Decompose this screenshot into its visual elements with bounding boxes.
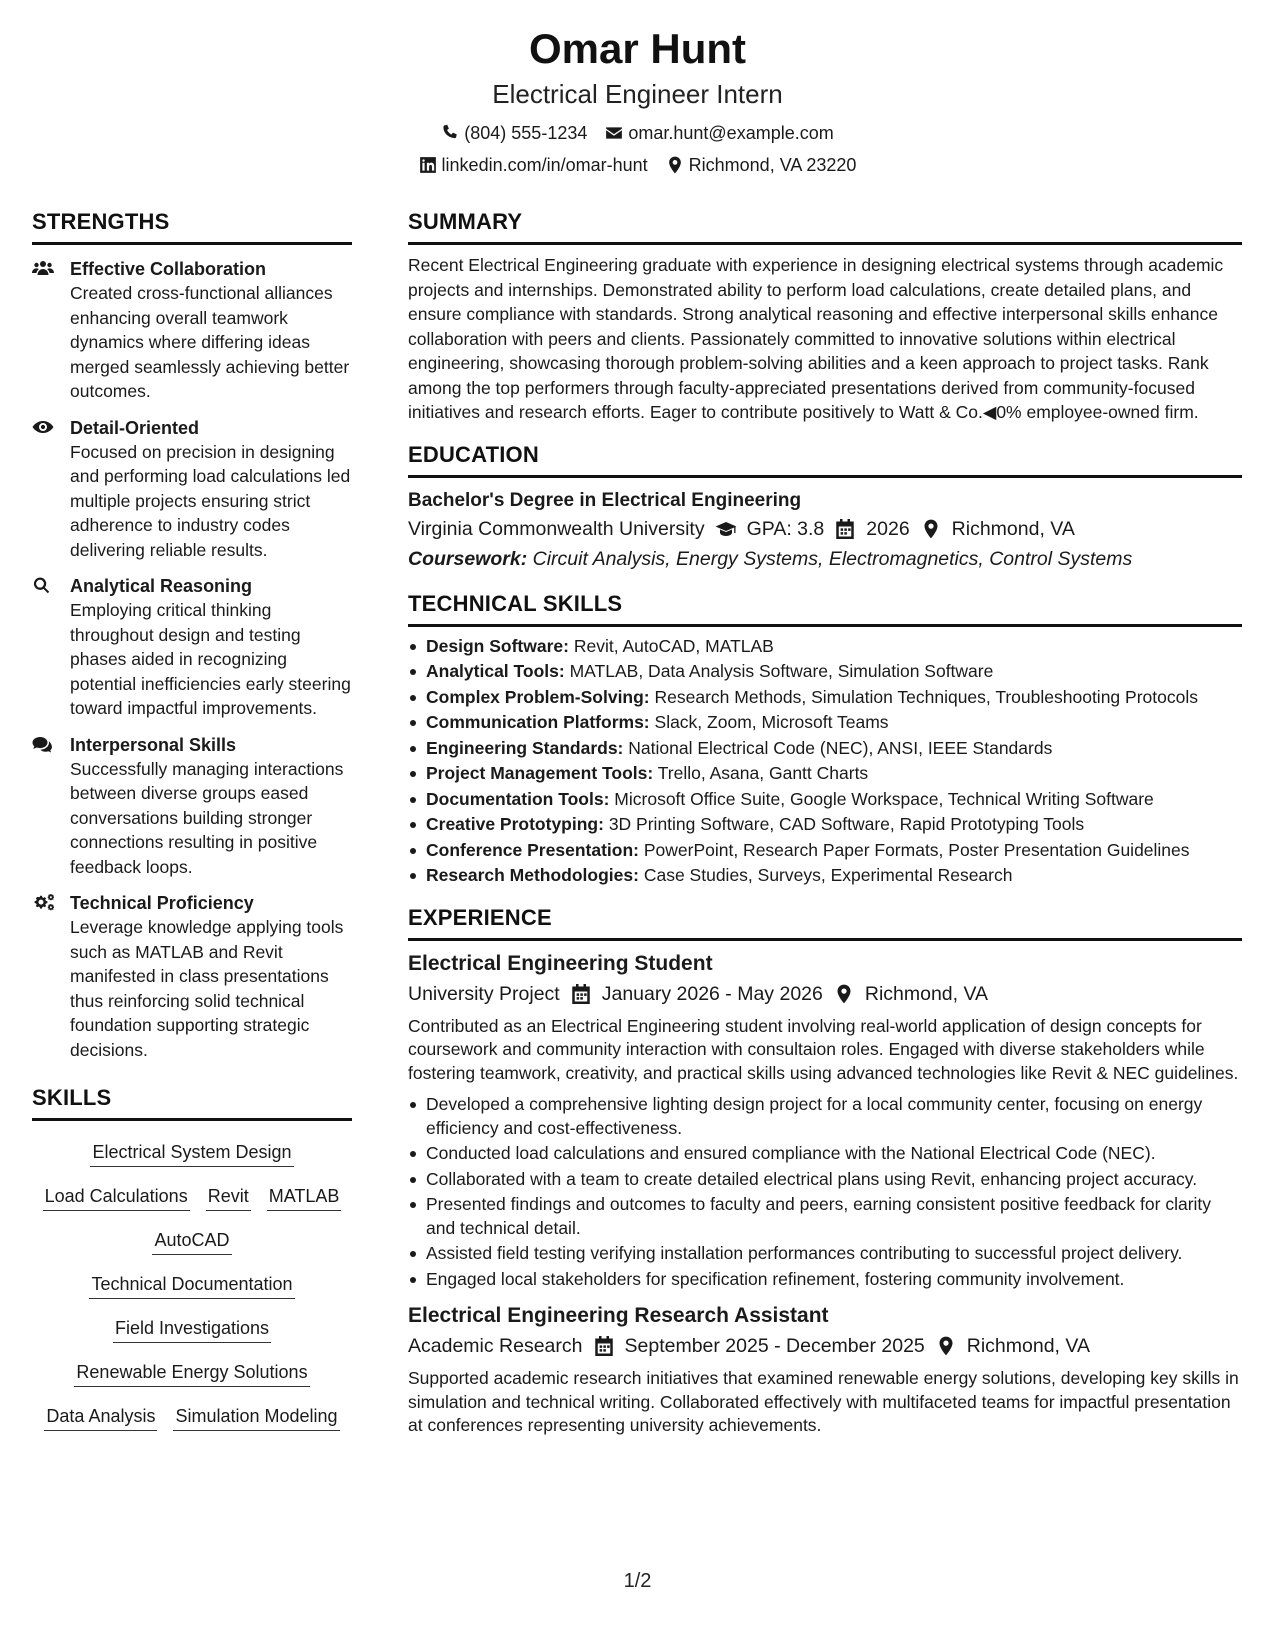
location-text: Richmond, VA 23220	[688, 155, 857, 175]
list-item: Collaborated with a team to create detailed electrical plans using Revit, enhancing project accuracy.	[408, 1168, 1242, 1192]
experience-heading: EXPERIENCE	[408, 904, 1242, 941]
list-item: Assisted field testing verifying installation performances contributing to successful project delivery.	[408, 1242, 1242, 1266]
candidate-title: Electrical Engineer Intern	[492, 79, 783, 109]
contact-row-2	[0, 150, 1275, 180]
education-heading: EDUCATION	[408, 441, 1242, 478]
skill-label: Project Management Tools:	[426, 763, 654, 783]
gpa-text: GPA: 3.8	[746, 517, 825, 540]
skill-value: Revit, AutoCAD, MATLAB	[573, 635, 774, 656]
technical-skills-heading: TECHNICAL SKILLS	[408, 590, 1242, 627]
strength-item	[32, 733, 352, 880]
skill-value: PowerPoint, Research Paper Formats, Poster Presentation Guidelines	[643, 839, 1190, 860]
map-pin-icon	[666, 156, 684, 174]
job-dates: January 2026 - May 2026	[601, 982, 823, 1005]
skill-label: Documentation Tools:	[426, 788, 610, 809]
skill-value: Slack, Zoom, Microsoft Teams	[654, 712, 889, 732]
coursework-list: Circuit Analysis, Energy Systems, Electromagnetics, Control Systems	[532, 547, 1133, 570]
map-pin-icon	[920, 518, 942, 540]
job-dates: September 2025 - December 2025	[624, 1335, 925, 1357]
strength-body	[70, 574, 352, 721]
strength-title: Effective Collaboration	[70, 259, 267, 279]
job-org: Academic Research	[408, 1335, 583, 1357]
strength-title: Technical Proficiency	[70, 893, 254, 913]
strength-item	[32, 416, 352, 563]
strength-body	[70, 733, 352, 880]
skill-label: Communication Platforms:	[426, 712, 650, 732]
strength-body	[70, 416, 352, 563]
calendar-icon	[834, 518, 856, 540]
strength-desc: Created cross-functional alliances enhancing overall teamwork dynamics where differing ideas merged seamlessly achieving better outcomes.	[70, 283, 350, 401]
skill-label: Engineering Standards:	[426, 737, 624, 758]
strength-desc: Successfully managing interactions between diverse groups eased conversations building stronger connections resulting in positive feedback loops.	[70, 758, 344, 877]
envelope-icon	[605, 124, 623, 142]
skill-chip: Field Investigations	[113, 1314, 271, 1343]
job-description: Contributed as an Electrical Engineering student involving real-world application of design concepts for coursework and community interaction with consultaion roles. Engaged with diverse stakeholders while fostering teamwork, creativity, and practical skills using advanced technologies like Revit & NEC guidelines.	[408, 1015, 1239, 1083]
list-item	[408, 686, 1242, 710]
school-name: Virginia Commonwealth University	[408, 517, 705, 540]
skill-chip: Simulation Modeling	[173, 1402, 339, 1431]
page-number: 1/2	[623, 1570, 652, 1592]
job-title: Electrical Engineering Research Assistant	[408, 1304, 829, 1327]
users-icon	[32, 257, 70, 404]
phone-text: (804) 555-1234	[464, 123, 588, 143]
job-description: Supported academic research initiatives that examined renewable energy solutions, developing key skills in simulation and technical writing. Collaborated effectively with multifaceted teams for impactful presentation at conferences representing university achievements.	[408, 1368, 1239, 1435]
list-item	[408, 635, 1242, 659]
comments-icon	[32, 733, 70, 880]
coursework-label: Coursework:	[408, 547, 528, 570]
skill-chip: Technical Documentation	[89, 1270, 294, 1299]
search-icon	[32, 574, 70, 721]
job-meta	[408, 1331, 1242, 1361]
skill-chip: Data Analysis	[44, 1402, 157, 1431]
list-item	[408, 864, 1242, 888]
skill-chip: AutoCAD	[152, 1226, 231, 1255]
eye-icon	[32, 416, 70, 563]
resume-header	[0, 22, 1275, 180]
phone-icon	[441, 124, 459, 142]
linkedin-icon	[419, 156, 437, 174]
list-item	[408, 737, 1242, 761]
calendar-icon	[570, 983, 592, 1005]
job-title: Electrical Engineering Student	[408, 951, 713, 975]
skill-value: Research Methods, Simulation Techniques, Troubleshooting Protocols	[654, 686, 1198, 707]
list-item: Conducted load calculations and ensured compliance with the National Electrical Code (NEC).	[408, 1142, 1242, 1166]
skill-value: National Electrical Code (NEC), ANSI, IEEE Standards	[628, 737, 1053, 758]
linkedin-text[interactable]: linkedin.com/in/omar-hunt	[441, 155, 648, 175]
skill-value: Case Studies, Surveys, Experimental Research	[643, 865, 1013, 885]
skill-label: Research Methodologies:	[426, 865, 639, 885]
strength-title: Analytical Reasoning	[70, 576, 253, 596]
skills-list	[32, 1133, 352, 1441]
list-item	[408, 813, 1242, 837]
linkedin-contact[interactable]	[419, 150, 648, 180]
skill-label: Conference Presentation:	[426, 839, 639, 860]
skill-chip: MATLAB	[267, 1182, 342, 1211]
graduation-cap-icon	[715, 518, 737, 540]
email-text[interactable]: omar.hunt@example.com	[628, 123, 834, 143]
strength-item	[32, 891, 352, 1062]
phone-contact	[441, 118, 587, 148]
skill-value: Trello, Asana, Gantt Charts	[657, 763, 869, 783]
skill-chip: Renewable Energy Solutions	[74, 1358, 309, 1387]
education-meta	[408, 514, 1242, 544]
degree-title: Bachelor's Degree in Electrical Engineering	[408, 489, 802, 511]
job-location: Richmond, VA	[966, 1335, 1090, 1357]
skill-label: Creative Prototyping:	[426, 814, 604, 834]
skill-chip: Load Calculations	[43, 1182, 190, 1211]
skill-label: Analytical Tools:	[426, 661, 565, 681]
list-item: Engaged local stakeholders for specification refinement, fostering community involvement.	[408, 1268, 1242, 1292]
skill-chip: Revit	[206, 1182, 251, 1211]
summary-heading: SUMMARY	[408, 208, 1242, 245]
calendar-icon	[593, 1335, 615, 1357]
skills-heading: SKILLS	[32, 1084, 352, 1121]
strength-desc: Leverage knowledge applying tools such as MATLAB and Revit manifested in class presentations thus reinforcing solid technical foundation supporting strategic decisions.	[70, 917, 344, 1060]
strength-desc: Employing critical thinking throughout design and testing phases aided in recognizing potential inefficiencies early steering toward impactful improvements.	[70, 600, 351, 718]
gears-icon	[32, 891, 70, 1062]
skill-value: Microsoft Office Suite, Google Workspace, Technical Writing Software	[614, 788, 1154, 809]
strength-desc: Focused on precision in designing and performing load calculations led multiple projects ensuring strict adherence to industry codes delivering reliable results.	[70, 441, 351, 560]
strength-title: Detail-Oriented	[70, 417, 200, 438]
job-location: Richmond, VA	[864, 982, 989, 1005]
coursework	[408, 544, 1242, 574]
strength-body	[70, 257, 352, 404]
list-item: Presented findings and outcomes to faculty and peers, earning consistent positive feedback for clarity and technical detail.	[408, 1193, 1242, 1240]
list-item	[408, 711, 1242, 735]
list-item: Developed a comprehensive lighting design project for a local community center, focusing on energy efficiency and cost-effectiveness.	[408, 1093, 1242, 1140]
map-pin-icon	[935, 1335, 957, 1357]
strength-item	[32, 574, 352, 721]
list-item	[408, 762, 1242, 786]
left-column	[32, 208, 352, 1441]
contact-row-1	[0, 118, 1275, 148]
skill-value: MATLAB, Data Analysis Software, Simulation Software	[569, 661, 994, 681]
email-contact[interactable]	[605, 118, 833, 148]
job-org: University Project	[408, 982, 560, 1005]
graduation-year: 2026	[866, 517, 910, 540]
list-item	[408, 660, 1242, 684]
strength-item	[32, 257, 352, 404]
skill-value: 3D Printing Software, CAD Software, Rapid Prototyping Tools	[608, 814, 1085, 834]
skill-chip: Electrical System Design	[90, 1138, 293, 1167]
candidate-name: Omar Hunt	[528, 25, 746, 72]
right-column	[408, 208, 1242, 1438]
skill-label: Complex Problem-Solving:	[426, 686, 650, 707]
list-item	[408, 839, 1242, 863]
strength-title: Interpersonal Skills	[70, 734, 237, 755]
location-contact	[666, 150, 857, 180]
summary-text: Recent Electrical Engineering graduate with experience in designing electrical systems through academic projects and internships. Demonstrated ability to perform load calculations, create detailed plans, and ensure compliance with standards. Strong analytical reasoning and effective interpersonal skills enhance collaboration with peers and clients. Passionately committed to innovative solutions within electrical engineering, showcasing thorough problem-solving abilities and a keen approach to project tasks. Rank among the top performers through faculty-appreciated presentations derived from community-focused initiatives and research efforts. Eager to contribute positively to Watt & Co.◀0% employee-owned firm.	[408, 255, 1224, 422]
skill-label: Design Software:	[426, 635, 569, 656]
school-location: Richmond, VA	[951, 517, 1075, 540]
map-pin-icon	[833, 983, 855, 1005]
strength-body	[70, 891, 352, 1062]
technical-skills-list	[408, 635, 1242, 888]
job-bullets	[408, 1093, 1242, 1291]
list-item	[408, 788, 1242, 812]
strengths-heading: STRENGTHS	[32, 208, 352, 245]
job-meta	[408, 979, 1242, 1009]
